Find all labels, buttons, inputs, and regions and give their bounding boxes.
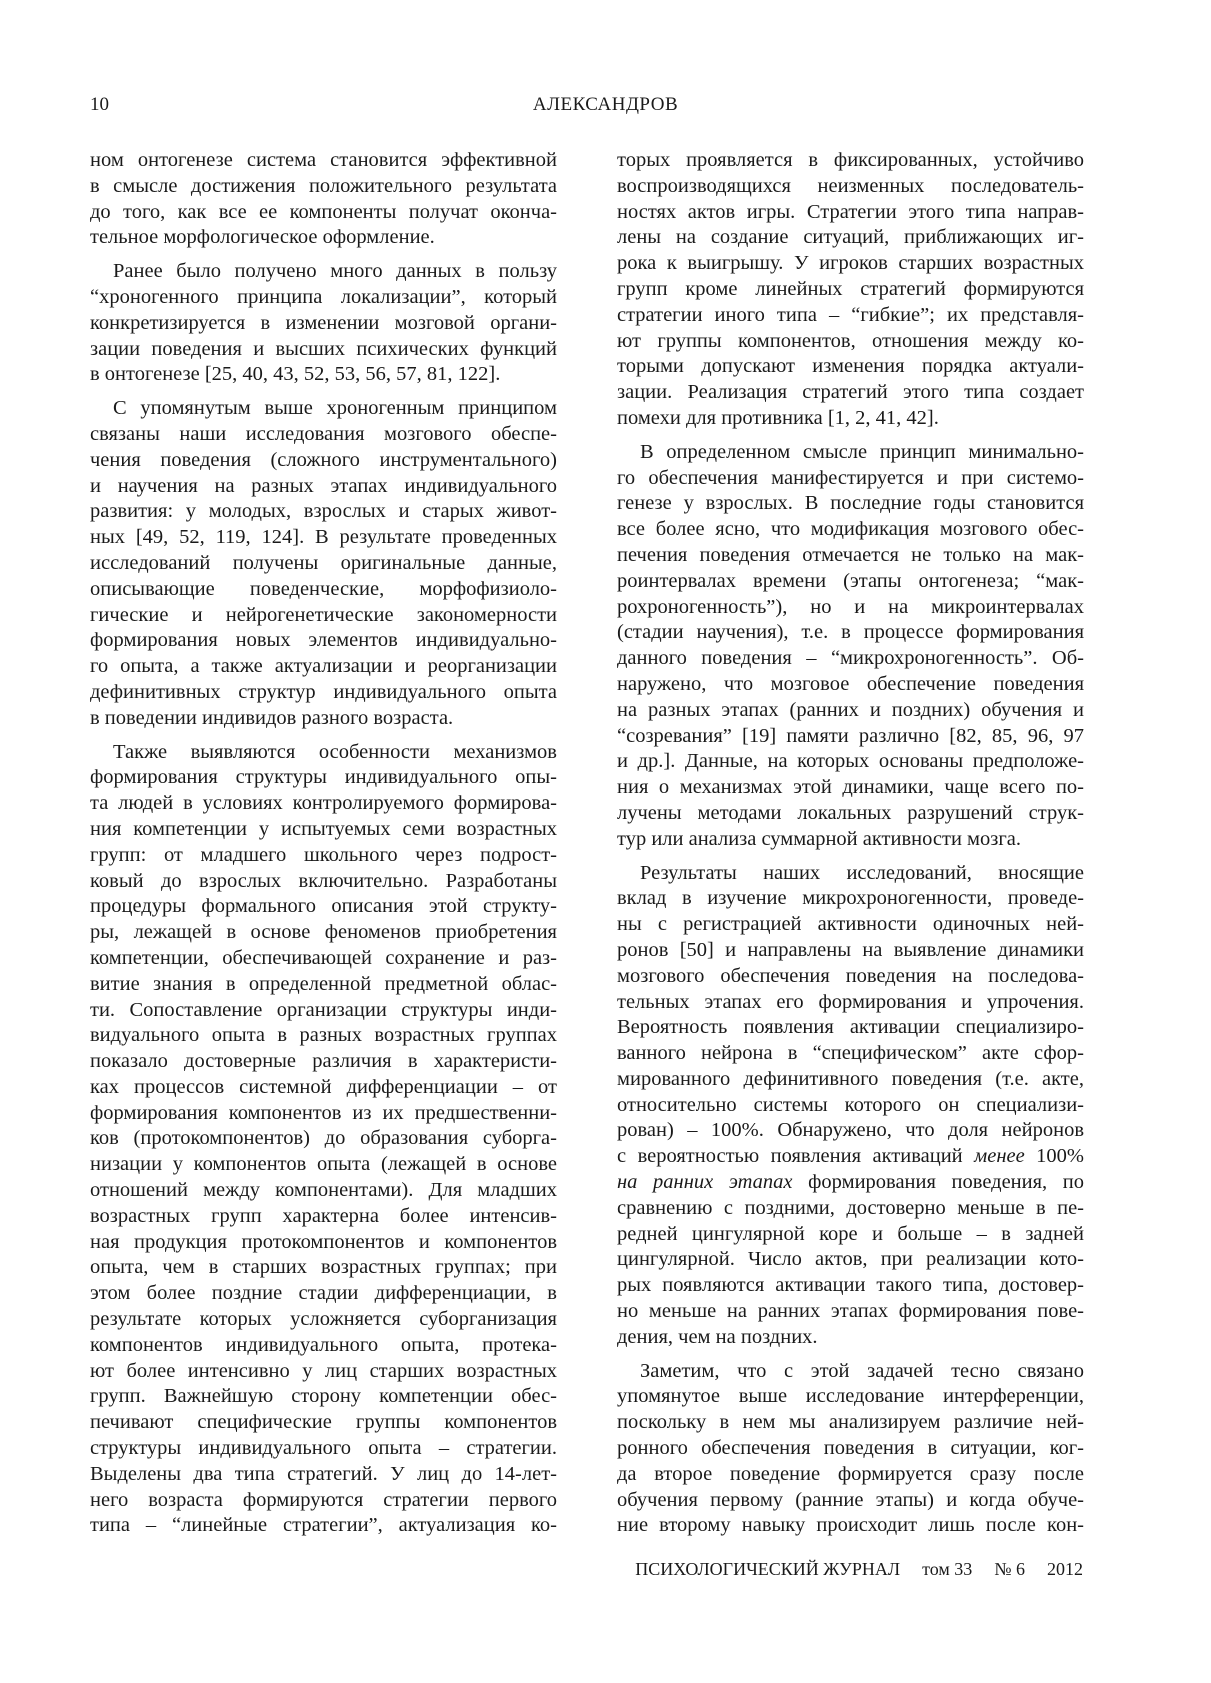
text-line: С упомянутым выше хроногенным принципом: [113, 397, 557, 420]
paragraph: [617, 148, 1084, 432]
text-line: ковый до взрослых включительно. Разработаны: [90, 869, 557, 892]
paragraph: [617, 1359, 1084, 1540]
text-line: все более ясно, что модификация мозгового обес-: [617, 518, 1084, 541]
text-line: [617, 1144, 1084, 1170]
text-line: данного поведения – “микрохроногенность”. Об-: [617, 647, 1084, 670]
journal-footer: [613, 1559, 1083, 1580]
text-line: ти. Сопоставление организации структуры инди-: [90, 998, 557, 1021]
text-column-left: [90, 148, 557, 1547]
text-line: групп. Важнейшую сторону компетенции обес-: [90, 1385, 557, 1408]
text-line: печения поведения отмечается не только на мак-: [617, 543, 1084, 566]
text-line: витие знания в определенной предметной облас-: [90, 972, 557, 995]
text-line: компетенции, обеспечивающей сохранение и раз-: [90, 946, 557, 969]
text-line: показало достоверные различия в характеристи-: [90, 1050, 557, 1073]
text-line: результате которых усложняется суборганизация: [90, 1308, 557, 1331]
text-line: рован) – 100%. Обнаружено, что доля нейронов: [617, 1119, 1084, 1142]
text-line: ронов [50] и направлены на выявление динамики: [617, 938, 1084, 961]
journal-issue: № 6: [994, 1559, 1025, 1579]
text-line: Также выявляются особенности механизмов: [113, 740, 557, 763]
text-line: “созревания” [19] памяти различно [82, 85, 96, 97: [617, 724, 1084, 747]
text-line: В определенном смысле принцип минимально-: [640, 440, 1084, 463]
text-line: отношений между компонентами). Для младших: [90, 1179, 557, 1202]
text-line: ры, лежащей в основе феноменов приобретения: [90, 921, 557, 944]
text-line: формирования компонентов из их предшественни-: [90, 1101, 557, 1124]
text-line: торыми допускают изменения порядка актуали-: [617, 355, 1084, 378]
text-line: тельное морфологическое оформление.: [90, 226, 435, 249]
journal-volume: том 33: [922, 1559, 973, 1579]
text-line: обучения первому (ранние этапы) и когда обуче-: [617, 1488, 1084, 1511]
text-line: ном онтогенезе система становится эффективной: [90, 149, 557, 171]
text-line: развития: у молодых, взрослых и старых живот-: [90, 500, 557, 523]
text-line: лучены методами локальных разрушений струк-: [617, 801, 1084, 824]
paragraph: [90, 148, 557, 251]
text-line: ков (протокомпонентов) до образования суборга-: [90, 1127, 557, 1150]
text-segment: с вероятностью появления активаций: [617, 1145, 975, 1168]
text-line: формирования структуры индивидуального опы-: [90, 766, 557, 789]
text-line: Ранее было получено много данных в пользу: [113, 260, 557, 283]
text-line: групп кроме линейных стратегий формируются: [617, 277, 1084, 300]
text-line: конкретизируется в изменении мозговой органи-: [90, 311, 557, 334]
text-line: в онтогенезе [25, 40, 43, 52, 53, 56, 57, 81, 122].: [90, 363, 501, 386]
text-line: рых появляются активации такого типа, достовер-: [617, 1274, 1084, 1297]
text-line: формирования новых элементов индивидуально-: [90, 629, 557, 652]
text-line: ная продукция протокомпонентов и компонентов: [90, 1230, 557, 1253]
paragraph: [617, 440, 1084, 853]
text-line: стратегии иного типа – “гибкие”; их представля-: [617, 303, 1084, 326]
text-line: относительно системы которого он специализи-: [617, 1093, 1084, 1116]
text-line: но меньше на ранних этапах формирования пове-: [617, 1300, 1084, 1323]
text-line: исследований получены оригинальные данные,: [90, 551, 557, 574]
text-line: возрастных групп характерна более интенсив-: [90, 1204, 557, 1227]
text-line: в поведении индивидов разного возраста.: [90, 706, 454, 729]
text-line: Результаты наших исследований, вносящие: [640, 861, 1084, 884]
text-line: роинтервалах времени (этапы онтогенеза; “мак-: [617, 569, 1084, 592]
text-line: цингулярной. Число актов, при реализации кото-: [617, 1248, 1084, 1271]
text-line: та людей в условиях контролируемого формирова-: [90, 792, 557, 815]
journal-name: ПСИХОЛОГИЧЕСКИЙ ЖУРНАЛ: [635, 1559, 901, 1579]
text-line: и научения на разных этапах индивидуального: [90, 474, 557, 497]
text-line: Выделены два типа стратегий. У лиц до 14-лет-: [90, 1462, 557, 1485]
text-line: помехи для противника [1, 2, 41, 42].: [617, 406, 939, 429]
text-line: упомянутое выше исследование интерференции,: [617, 1385, 1084, 1408]
text-line: генезе у взрослых. В последние годы становится: [617, 492, 1084, 515]
text-line: видуального опыта в разных возрастных группах: [90, 1024, 557, 1047]
text-line: мированного дефинитивного поведения (т.е. акте,: [617, 1067, 1084, 1090]
text-line: печивают специфические группы компонентов: [90, 1411, 557, 1434]
text-line: опыта, чем в старших возрастных группах; при: [90, 1256, 557, 1279]
text-line: дефинитивных структур индивидуального опыта: [90, 680, 557, 703]
paragraph: [90, 259, 557, 388]
text-line: тельных этапах его формирования и упрочения.: [617, 990, 1084, 1013]
text-line: лены на создание ситуаций, приближающих иг-: [617, 226, 1084, 249]
text-line: Заметим, что с этой задачей тесно связано: [640, 1359, 1084, 1382]
text-line: ния о механизмах этой динамики, чаще всего по-: [617, 776, 1084, 799]
text-line: дения, чем на поздних.: [617, 1325, 818, 1348]
text-line: ванного нейрона в “специфическом” акте сфор-: [617, 1042, 1084, 1065]
text-line: до того, как все ее компоненты получат оконча-: [90, 200, 557, 223]
page-number: 10: [90, 94, 109, 115]
text-line: зации поведения и высших психических функций: [90, 337, 557, 360]
text-line: типа – “линейные стратегии”, актуализация ко-: [90, 1514, 557, 1537]
text-line: зации. Реализация стратегий этого типа создает: [617, 381, 1084, 404]
text-line: ностях актов игры. Стратегии этого типа направ-: [617, 200, 1084, 223]
text-line: торых проявляется в фиксированных, устойчиво: [617, 149, 1084, 171]
text-line: в смысле достижения положительного результата: [90, 174, 557, 197]
text-line: низации у компонентов опыта (лежащей в основе: [90, 1153, 557, 1176]
text-line: ронного обеспечения поведения в ситуации, ког-: [617, 1437, 1084, 1460]
text-line: го опыта, а также актуализации и реорганизации: [90, 655, 557, 678]
text-line: ние второму навыку происходит лишь после кон-: [617, 1514, 1084, 1537]
text-line: вклад в изучение микрохроногенности, проведе-: [617, 887, 1084, 910]
text-line: Вероятность появления активации специализиро-: [617, 1016, 1084, 1039]
text-line: групп: от младшего школьного через подрост-: [90, 843, 557, 866]
text-line: ны с регистрацией активности одиночных ней-: [617, 913, 1084, 936]
text-line: процедуры формального описания этой структу-: [90, 895, 557, 918]
text-segment: 100%: [1024, 1145, 1085, 1168]
paragraph: [90, 740, 557, 1540]
text-line: мозгового обеспечения поведения на последова-: [617, 964, 1084, 987]
text-line: и др.]. Данные, на которых основаны предположе-: [617, 750, 1084, 773]
text-line: сравнению с поздними, достоверно меньше в пе-: [617, 1196, 1084, 1219]
text-line: го обеспечения манифестируется и при системо-: [617, 466, 1084, 489]
text-line: чения поведения (сложного инструментального): [90, 448, 557, 471]
text-line: [617, 1170, 1084, 1196]
text-line: “хроногенного принципа локализации”, который: [90, 285, 557, 308]
text-line: да второе поведение формируется сразу после: [617, 1462, 1084, 1485]
text-line: рока к выигрышу. У игроков старших возрастных: [617, 252, 1084, 275]
text-line: на разных этапах (ранних и поздних) обучения и: [617, 698, 1084, 721]
text-line: тур или анализа суммарной активности мозга.: [617, 827, 1021, 850]
text-line: ках процессов системной дифференциации – от: [90, 1075, 557, 1098]
text-line: этом более поздние стадии дифференциации, в: [90, 1282, 557, 1305]
text-line: структуры индивидуального опыта – стратегии.: [90, 1437, 557, 1460]
text-line: редней цингулярной коре и больше – в задней: [617, 1222, 1084, 1245]
paragraph: [90, 396, 557, 731]
text-line: рохроногенность”), но и на микроинтервалах: [617, 595, 1084, 618]
text-segment: формирования поведения, по: [792, 1171, 1085, 1194]
running-title: АЛЕКСАНДРОВ: [532, 94, 679, 115]
text-line: ния компетенции у испытуемых семи возрастных: [90, 817, 557, 840]
text-line: ют группы компонентов, отношения между ко-: [617, 329, 1084, 352]
text-line: (стадии научения), т.е. в процессе формирования: [617, 621, 1084, 644]
italic-text: менее: [974, 1145, 1025, 1168]
text-line: описывающие поведенческие, морфофизиоло-: [90, 577, 557, 600]
text-line: него возраста формируются стратегии первого: [90, 1488, 557, 1511]
journal-year: 2012: [1047, 1559, 1083, 1579]
text-line: компонентов индивидуального опыта, протека-: [90, 1333, 557, 1356]
text-line: ют более интенсивно у лиц старших возрастных: [90, 1359, 557, 1382]
text-line: ных [49, 52, 119, 124]. В результате проведенных: [90, 526, 557, 549]
italic-text: на ранних этапах: [617, 1171, 793, 1194]
text-column-right: [617, 148, 1084, 1547]
paragraph: [617, 861, 1084, 1351]
text-line: связаны наши исследования мозгового обеспе-: [90, 422, 557, 445]
text-line: воспроизводящихся неизменных последователь-: [617, 174, 1084, 197]
text-line: гические и нейрогенетические закономерности: [90, 603, 557, 626]
text-line: наружено, что мозговое обеспечение поведения: [617, 672, 1084, 695]
text-line: поскольку в нем мы анализируем различие ней-: [617, 1411, 1084, 1434]
